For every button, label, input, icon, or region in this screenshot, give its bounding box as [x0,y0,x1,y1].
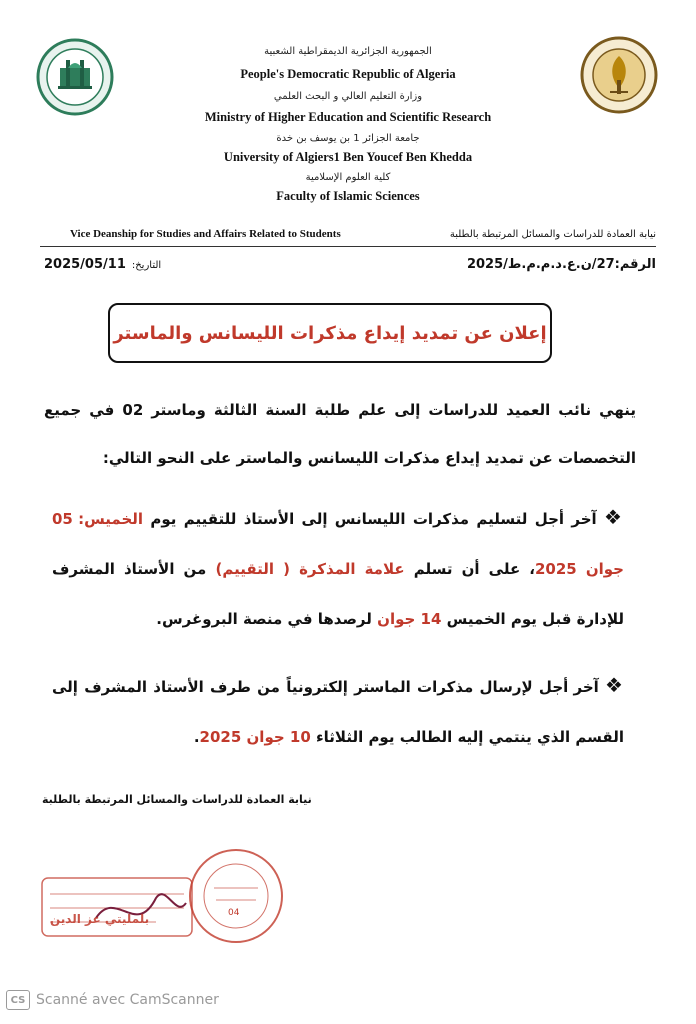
bullet-item-2: ❖ آخر أجل لإرسال مذكرات الماستر إلكترونياً من طرف الأستاذ المشرف إلى القسم الذي ينتمي إليه الطالب يوم الثلاثاء 10 جوان 2025. [52,673,624,746]
intro-paragraph: ينهي نائب العميد للدراسات إلى علم طلبة السنة الثالثة وماستر 02 في جميع التخصصات عن تمديد إيداع مذكرات الليسانس والماستر على النحو التالي: [44,401,636,467]
camscanner-watermark [6,990,219,1010]
university-english: University of Algiers1 Ben Youcef Ben Khedda [223,150,473,164]
official-stamp [36,848,306,948]
camscanner-text: Scanné avec CamScanner [36,992,219,1008]
issuing-office: نيابة العمادة للدراسات والمسائل المرتبطة بالطلبة [42,793,312,806]
date-label: التاريخ: [131,260,162,271]
announcement-title: إعلان عن تمديد إيداع مذكرات الليسانس والماستر [113,322,547,344]
stamp-number: 04 [228,908,240,918]
grade-highlight: علامة المذكرة ( التقييم) [215,560,405,578]
camscanner-icon: CS [6,990,30,1010]
republic-english: People's Democratic Republic of Algeria [240,67,456,81]
faculty-arabic: كلية العلوم الإسلامية [305,172,391,183]
diamond-bullet-icon: ❖ [605,673,624,697]
reference-number: الرقم:27/ن.ع.د.م.م.ط/2025 [466,257,656,272]
deanship-arabic: نيابة العمادة للدراسات والمسائل المرتبطة بالطلبة [449,229,656,240]
deadline-highlight: الخميس: 05 جوان 2025 [52,510,624,578]
university-arabic: جامعة الجزائر 1 بن يوسف بن خدة [276,133,420,144]
ministry-arabic: وزارة التعليم العالي و البحث العلمي [273,91,423,102]
announcement-title-box [108,303,552,363]
bullet-item-1: ❖ آخر أجل لتسليم مذكرات الليسانس إلى الأستاذ للتقييم يوم الخميس: 05 جوان 2025، على أن تسلم علامة المذكرة ( التقييم) من الأستاذ المشرف للإدارة قبل يوم الخميس 14 جوان لرصدها في منصة البروغرس. [52,505,624,628]
header-divider [40,246,656,247]
date-highlight: 14 جوان [377,610,442,628]
date-block [44,257,161,272]
faculty-english: Faculty of Islamic Sciences [276,189,420,203]
republic-arabic: الجمهورية الجزائرية الديمقراطية الشعبية [264,46,432,57]
ministry-english: Ministry of Higher Education and Scientific Research [204,110,492,124]
date-value: 2025/05/11 [44,257,126,272]
diamond-bullet-icon: ❖ [603,505,624,529]
deanship-english: Vice Deanship for Studies and Affairs Related to Students [70,228,341,240]
master-deadline-highlight: 10 جوان 2025 [199,728,311,746]
signature-name: بلمليتي عز الدين [50,912,150,926]
